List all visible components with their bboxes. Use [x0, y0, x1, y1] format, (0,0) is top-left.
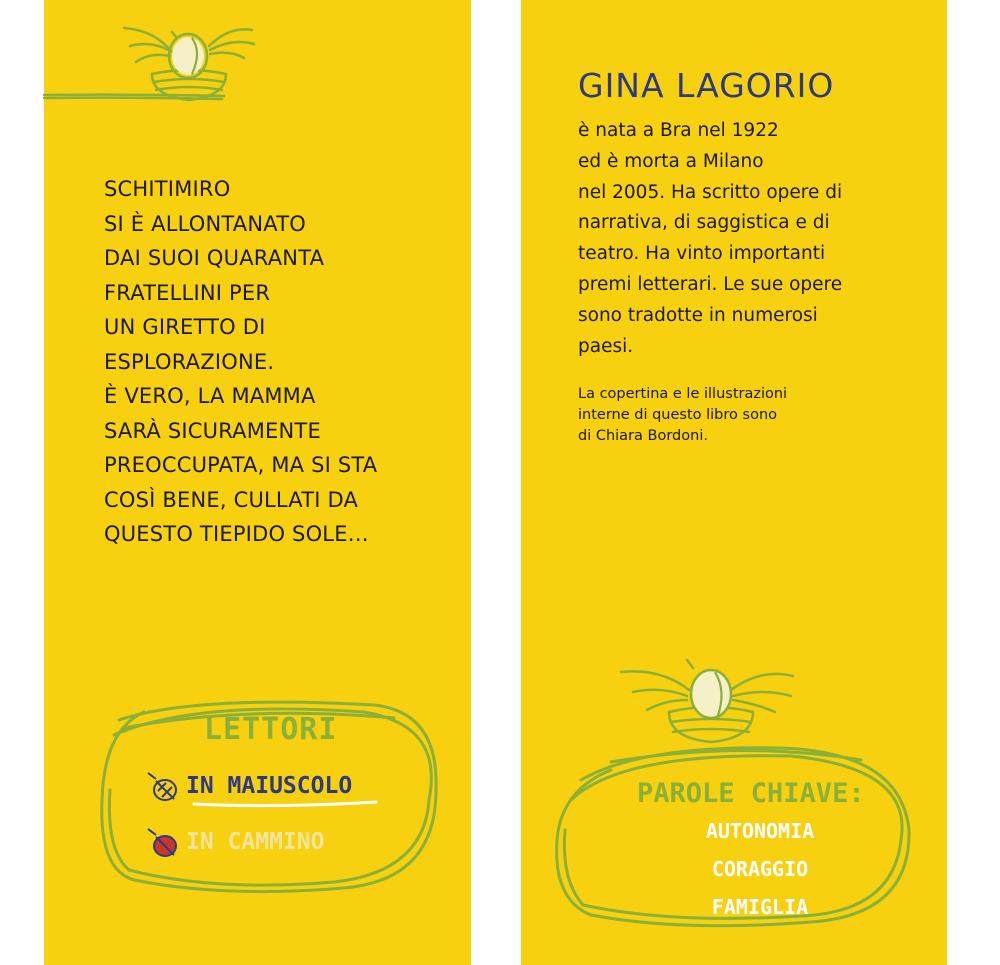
series-option-in-maiuscolo[interactable]	[144, 766, 352, 806]
blurb-line: È VERO, LA MAMMA	[104, 384, 316, 408]
author-name: GINA LAGORIO	[578, 66, 835, 105]
series-badge-scribble	[44, 0, 471, 965]
blurb-line: SCHITIMIRO	[104, 177, 231, 201]
credit-line: di Chiara Bordoni.	[578, 428, 708, 444]
blurb-line: COSÌ BENE, CULLATI DA	[104, 487, 359, 512]
keywords-title: PAROLE CHIAVE:	[637, 778, 865, 809]
series-option-label: IN CAMMINO	[186, 829, 325, 855]
keyword-item: FAMIGLIA	[711, 895, 809, 919]
keyword-item: AUTONOMIA	[705, 819, 815, 843]
blurb-line: SI È ALLONTANATO	[104, 211, 306, 236]
series-title: LETTORI	[204, 712, 338, 747]
blurb-line: PREOCCUPATA, MA SI STA	[104, 453, 378, 477]
blurb-line: DAI SUOI QUARANTA	[104, 246, 325, 270]
keywords-list	[660, 812, 860, 926]
series-option-in-cammino[interactable]	[144, 822, 324, 862]
credit-line: interne di questo libro sono	[578, 407, 777, 423]
bio-line: ed è morta a Milano	[578, 150, 764, 172]
bio-line: è nata a Bra nel 1922	[578, 120, 779, 141]
blurb-line: ESPLORAZIONE.	[104, 349, 275, 374]
blurb-line: UN GIRETTO DI	[104, 315, 266, 339]
series-option-label: IN MAIUSCOLO	[186, 773, 353, 799]
bio-line: sono tradotte in numerosi	[578, 304, 818, 326]
bio-line: nel 2005. Ha scritto opere di	[578, 181, 843, 203]
blurb-line: FRATELLINI PER	[104, 280, 271, 305]
keyword-item: CORAGGIO	[711, 857, 809, 881]
credit-line: La copertina e le illustrazioni	[578, 386, 788, 402]
bio-line: teatro. Ha vinto importanti	[578, 243, 826, 265]
red-leaf-icon	[144, 825, 178, 859]
bio-line: paesi.	[578, 335, 634, 357]
blurb-line: SARÀ SICURAMENTE	[104, 418, 321, 443]
right-panel	[521, 0, 947, 965]
bio-line: premi letterari. Le sue opere	[578, 273, 843, 295]
left-panel	[44, 0, 471, 965]
bio-line: narrativa, di saggistica e di	[578, 212, 830, 234]
outline-leaf-icon	[144, 769, 178, 803]
blurb-line: QUESTO TIEPIDO SOLE…	[104, 522, 369, 546]
